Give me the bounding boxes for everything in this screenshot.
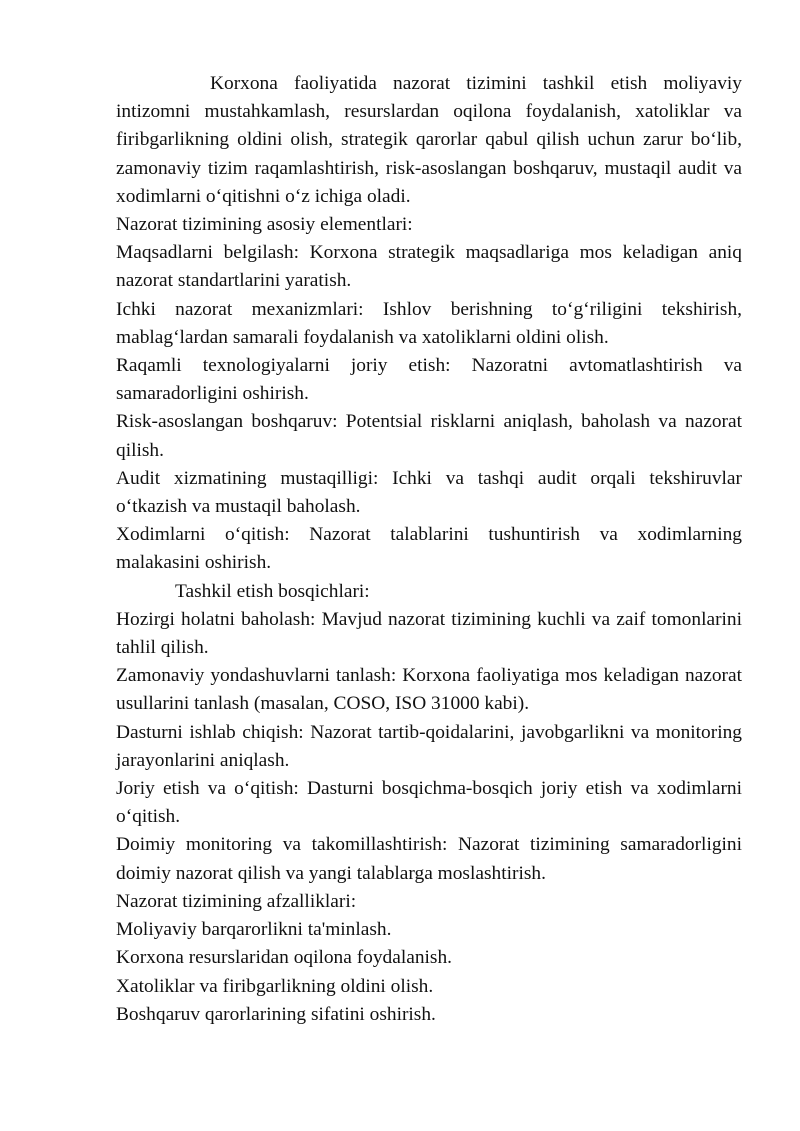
advantage-item: Korxona resurslaridan oqilona foydalanish.	[116, 947, 453, 969]
advantage-item: Moliyaviy barqarorlikni ta'minlash.	[116, 919, 392, 941]
element-item: Maqsadlarni belgilash: Korxona strategik maqsadlariga mos keladigan aniq nazorat standartlarini yaratish.	[116, 242, 742, 292]
element-item: Risk-asoslangan boshqaruv: Potentsial risklarni aniqlash, baholash va nazorat qilish.	[116, 411, 742, 461]
advantage-item: Boshqaruv qarorlarining sifatini oshirish.	[116, 1003, 436, 1025]
element-item: Ichki nazorat mexanizmlari: Ishlov berishning to‘g‘riligini tekshirish, mablag‘lardan samarali foydalanish va xatoliklarni oldini olish.	[116, 298, 742, 348]
elements-heading: Nazorat tizimining asosiy elementlari:	[116, 214, 413, 236]
element-item: Xodimlarni o‘qitish: Nazorat talablarini tushuntirish va xodimlarning malakasini oshirish.	[116, 524, 742, 574]
document-page	[116, 70, 742, 1029]
stage-item: Doimiy monitoring va takomillashtirish: Nazorat tizimining samaradorligini doimiy nazorat qilish va yangi talablarga moslashtirish.	[116, 834, 742, 884]
stage-item: Dasturni ishlab chiqish: Nazorat tartib-qoidalarini, javobgarlikni va monitoring jarayonlarini aniqlash.	[116, 721, 742, 771]
stages-heading: Tashkil etish bosqichlari:	[175, 580, 370, 602]
stage-item: Zamonaviy yondashuvlarni tanlash: Korxona faoliyatiga mos keladigan nazorat usullarini tanlash (masalan, COSO, ISO 31000 kabi).	[116, 665, 742, 715]
element-item: Audit xizmatining mustaqilligi: Ichki va tashqi audit orqali tekshiruvlar o‘tkazish va mustaqil baholash.	[116, 467, 742, 518]
stage-item: Hozirgi holatni baholash: Mavjud nazorat tizimining kuchli va zaif tomonlarini tahlil qilish.	[116, 608, 742, 659]
intro-paragraph: Korxona faoliyatida nazorat tizimini tashkil etish moliyaviy intizomni mustahkamlash, resurslardan oqilona foydalanish, xatoliklar va firibgarlikning oldini olish, strategik qarorlar qabul qilish uchun zarur bo‘lib, zamonaviy tizim raqamlashtirish, risk-asoslangan boshqaruv, mustaqil audit va xodimlarni o‘qitishni o‘z ichiga oladi.	[116, 73, 742, 207]
advantage-item: Xatoliklar va firibgarlikning oldini olish.	[116, 975, 434, 997]
stage-item: Joriy etish va o‘qitish: Dasturni bosqichma-bosqich joriy etish va xodimlarni o‘qitish.	[116, 778, 742, 828]
element-item: Raqamli texnologiyalarni joriy etish: Nazoratni avtomatlashtirish va samaradorligini oshirish.	[116, 355, 742, 405]
advantages-heading: Nazorat tizimining afzalliklari:	[116, 890, 357, 912]
